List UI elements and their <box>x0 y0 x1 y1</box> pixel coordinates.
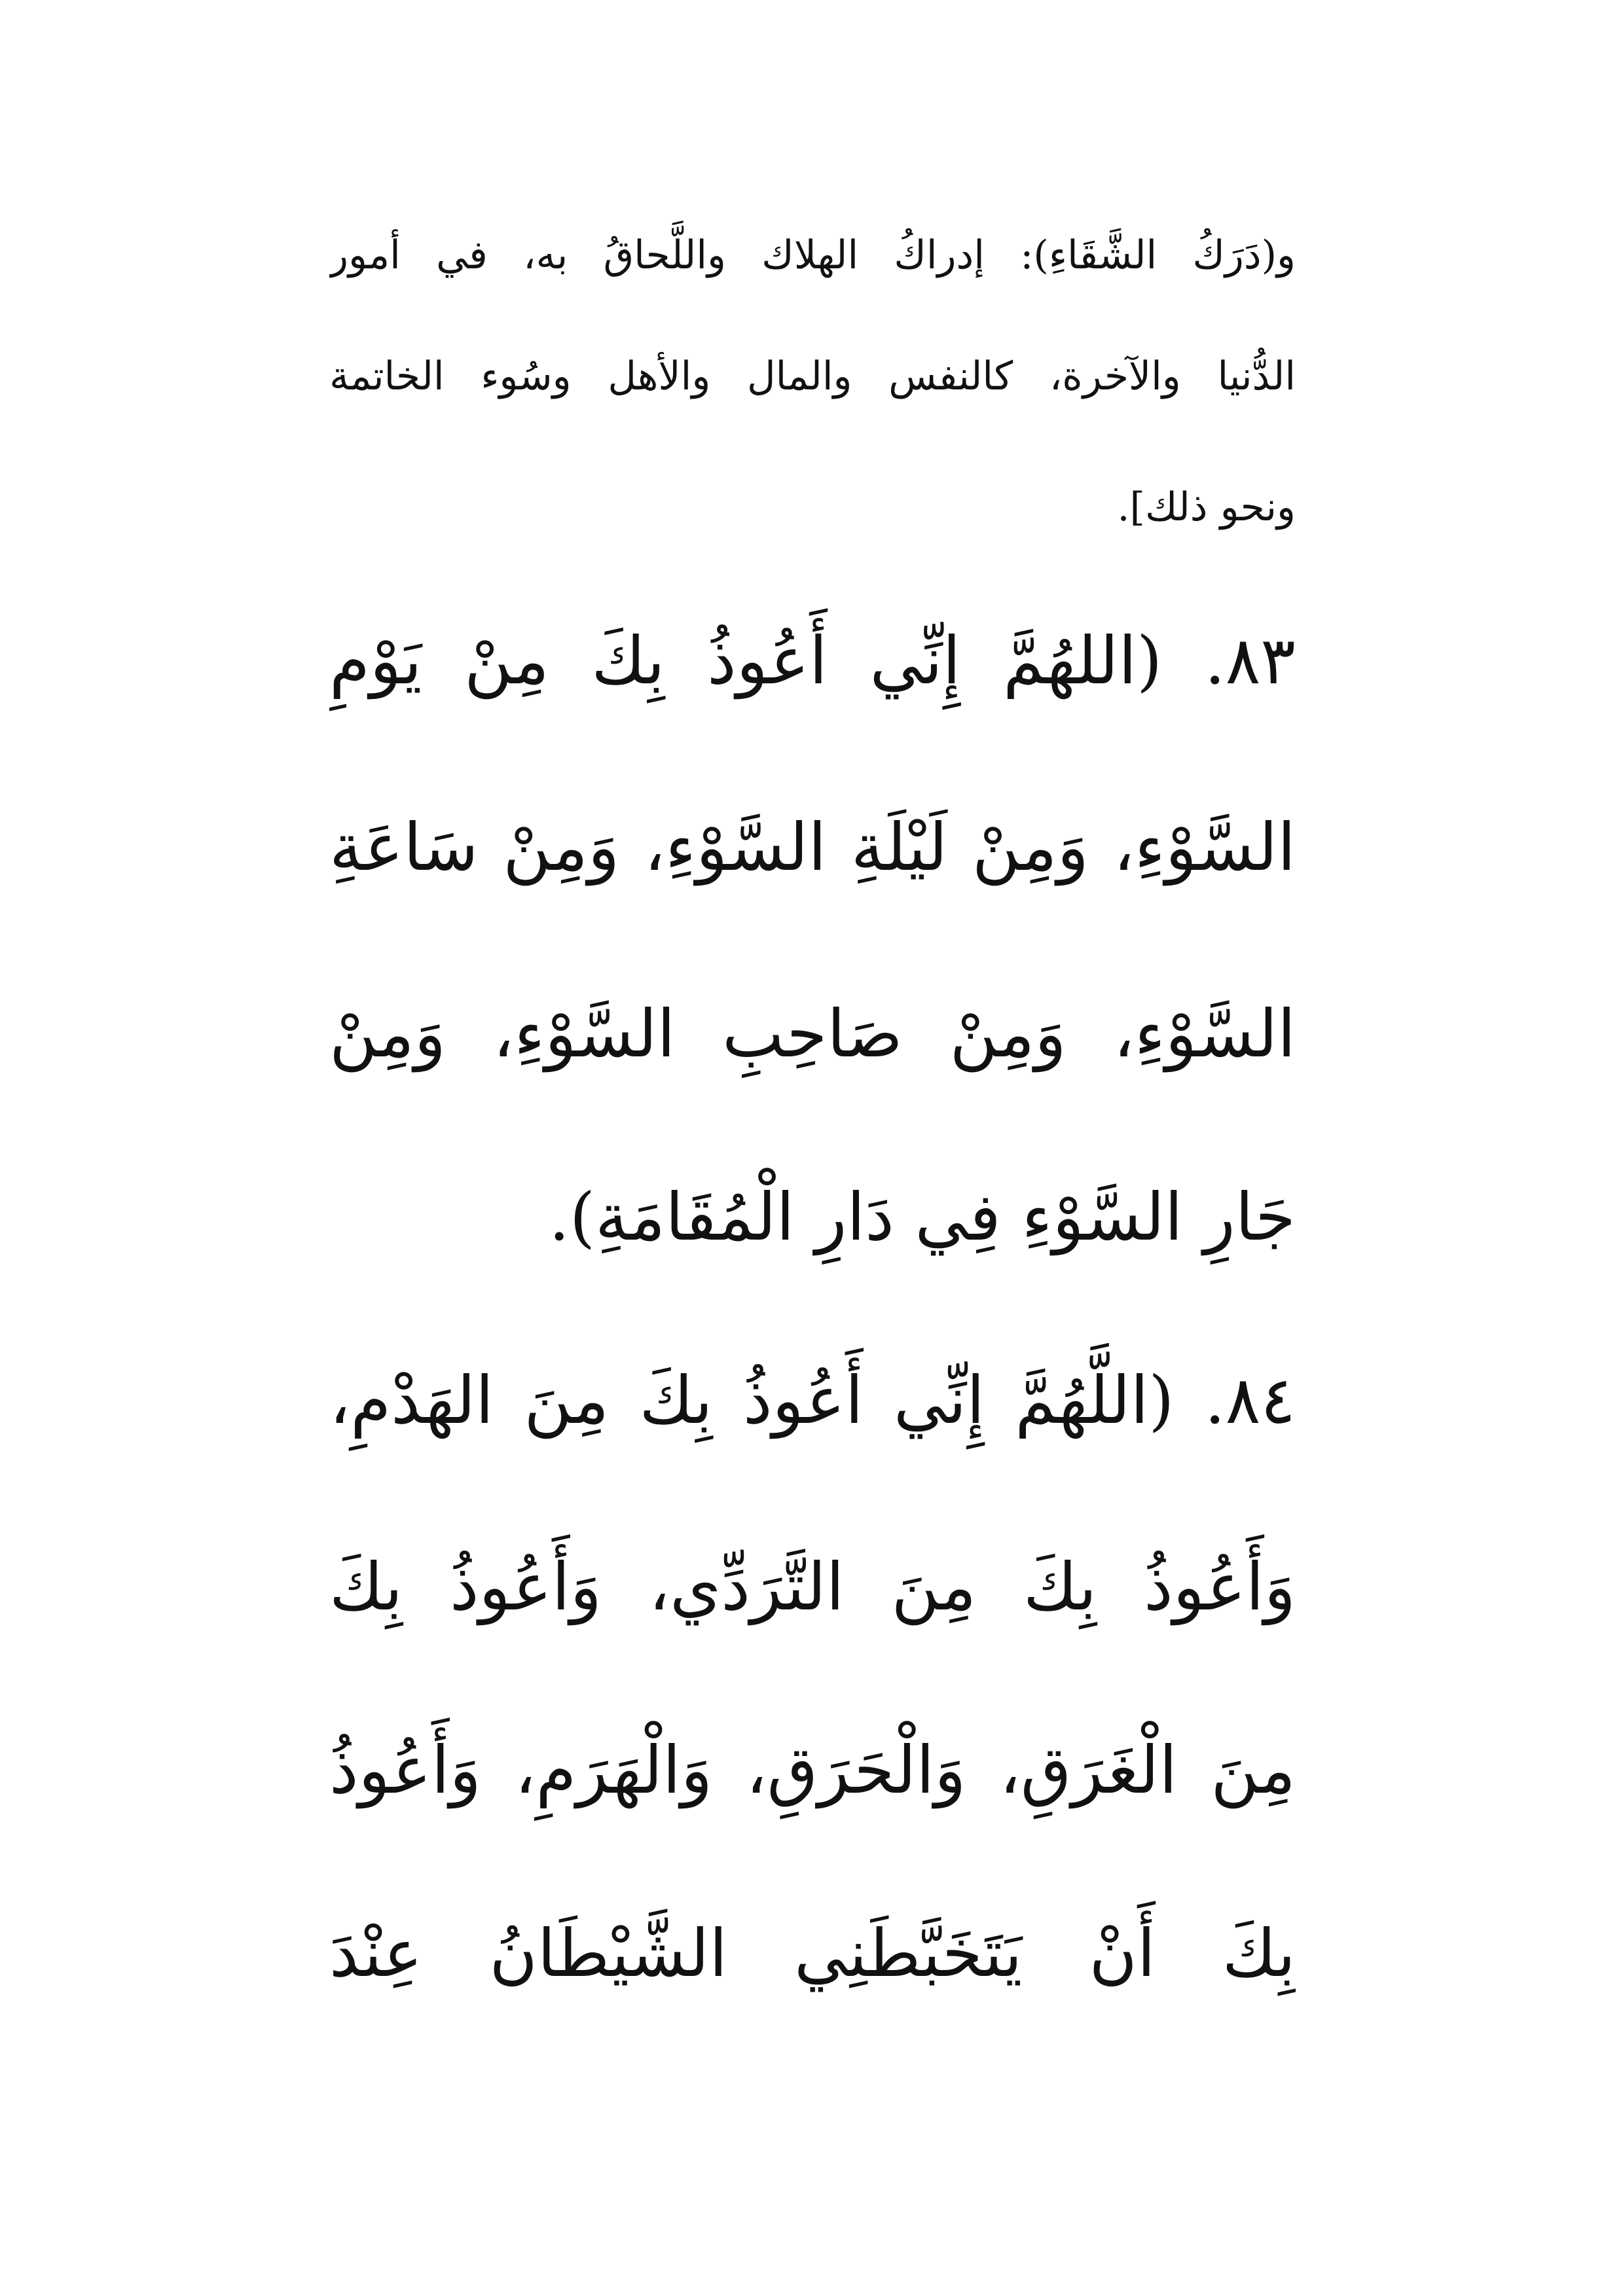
supplication-84-line-3: مِنَ الْغَرَقِ، وَالْحَرَقِ، وَالْهَرَمِ، وَأَعُوذُ <box>329 1732 1296 1808</box>
supplication-84-line-4: بِكَ أَنْ يَتَخَبَّطَنِي الشَّيْطَانُ عِنْدَ <box>329 1915 1296 1992</box>
supplication-83-line-4: جَارِ السَّوْءِ فِي دَارِ الْمُقَامَةِ). <box>549 1179 1296 1255</box>
supplication-84-line-1: ٨٤. (اللَّهُمَّ إِنِّي أَعُوذُ بِكَ مِنَ الهَدْمِ، <box>329 1362 1296 1439</box>
supplication-83-line-2: السَّوْءِ، وَمِنْ لَيْلَةِ السَّوْءِ، وَمِنْ سَاعَةِ <box>329 809 1296 886</box>
commentary-line-1: و(دَرَكُ الشَّقَاءِ): إدراكُ الهلاك واللَّحاقُ به، في أمور <box>329 232 1296 278</box>
supplication-83-line-1: ٨٣. (اللهُمَّ إِنِّي أَعُوذُ بِكَ مِنْ يَوْمِ <box>329 622 1296 699</box>
commentary-line-2: الدُّنيا والآخرة، كالنفس والمال والأهل وسُوء الخاتمة <box>329 353 1296 399</box>
commentary-line-3: ونحو ذلك]. <box>1117 484 1296 530</box>
supplication-83-line-3: السَّوْءِ، وَمِنْ صَاحِبِ السَّوْءِ، وَمِنْ <box>329 996 1296 1072</box>
supplication-84-line-2: وَأَعُوذُ بِكَ مِنَ التَّرَدِّي، وَأَعُوذُ بِكَ <box>329 1549 1296 1625</box>
